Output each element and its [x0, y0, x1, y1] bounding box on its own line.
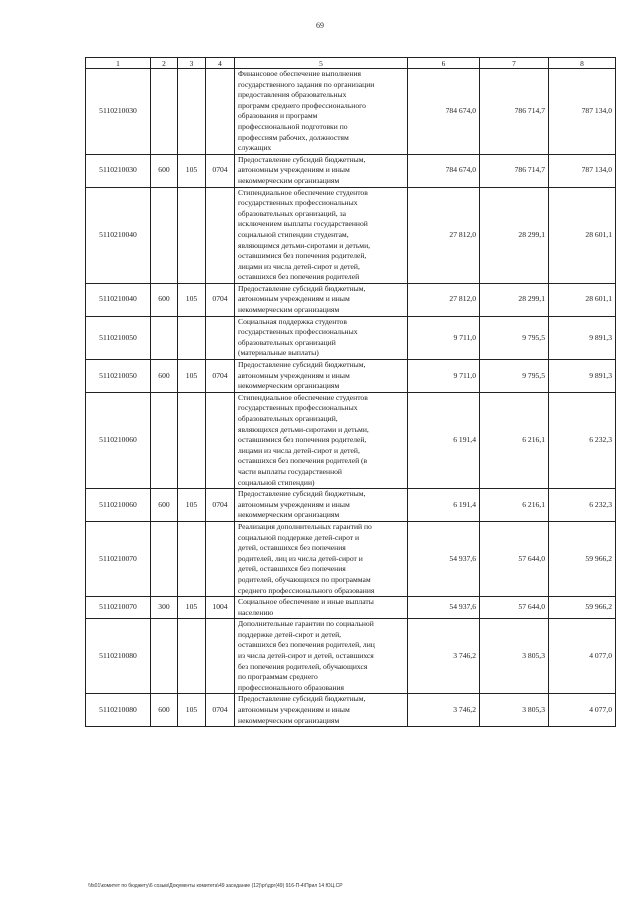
column-header: 6 [408, 58, 480, 69]
amount-year3-cell: 59 966,2 [549, 597, 616, 619]
description-cell [235, 694, 408, 727]
expense-type-cell [151, 316, 178, 359]
table-row [86, 316, 616, 359]
budget-code-cell: 5110210040 [86, 187, 151, 283]
footer-file-path: \\fs01\комитет по бюджету\6 созыв\Документы комитета\49 заседание (12)\рг\дрг(49) 916-П-4\Прил 14 ЮЦ.СР [88, 883, 343, 889]
amount-year3-cell: 4 077,0 [549, 619, 616, 694]
description-line: детей, оставшихся без попечения [238, 543, 346, 553]
description-line: некоммерческим организациям [238, 715, 340, 725]
description-line: профессиональной подготовки по [238, 121, 348, 131]
amount-year1-cell: 784 674,0 [408, 154, 480, 187]
description-line: автономным учреждениям и иным [238, 370, 350, 380]
description-line: оставшихся без попечения родителей, лиц [238, 640, 375, 650]
amount-year3-cell: 4 077,0 [549, 694, 616, 727]
table-row [86, 597, 616, 619]
amount-year2-cell: 9 795,5 [480, 360, 549, 393]
column-header: 3 [178, 58, 206, 69]
department-code-cell [178, 187, 206, 283]
table-row [86, 619, 616, 694]
description-line: образовательных организаций, за [238, 208, 346, 218]
amount-year1-cell: 27 812,0 [408, 283, 480, 316]
expense-type-cell: 600 [151, 360, 178, 393]
description-line: населению [238, 607, 274, 617]
expense-type-cell [151, 619, 178, 694]
section-code-cell: 0704 [206, 283, 235, 316]
description-line: некоммерческим организациям [238, 305, 340, 315]
description-line: государственных профессиональных [238, 327, 358, 337]
amount-year2-cell: 9 795,5 [480, 316, 549, 359]
section-code-cell [206, 316, 235, 359]
amount-year3-cell: 9 891,3 [549, 360, 616, 393]
description-line: оставшимися без попечения родителей, [238, 251, 367, 261]
amount-year3-cell: 6 232,3 [549, 392, 616, 488]
section-code-cell [206, 521, 235, 596]
amount-year1-cell: 6 191,4 [408, 392, 480, 488]
department-code-cell [178, 392, 206, 488]
budget-table [85, 57, 616, 727]
description-line: Предоставление субсидий бюджетным, [238, 283, 366, 293]
budget-code-cell: 5110210040 [86, 283, 151, 316]
department-code-cell [178, 316, 206, 359]
description-cell [235, 597, 408, 619]
description-line: социальной стипендии) [238, 477, 315, 487]
department-code-cell: 105 [178, 360, 206, 393]
description-line: некоммерческим организациям [238, 381, 340, 391]
amount-year2-cell: 6 216,1 [480, 489, 549, 522]
table-row [86, 489, 616, 522]
amount-year3-cell: 6 232,3 [549, 489, 616, 522]
department-code-cell: 105 [178, 154, 206, 187]
amount-year2-cell: 3 805,3 [480, 619, 549, 694]
budget-code-cell: 5110210030 [86, 69, 151, 155]
amount-year2-cell: 786 714,7 [480, 69, 549, 155]
budget-code-cell: 5110210050 [86, 360, 151, 393]
description-line: автономным учреждениям и иным [238, 294, 350, 304]
amount-year2-cell: 786 714,7 [480, 154, 549, 187]
column-header: 7 [480, 58, 549, 69]
amount-year3-cell: 787 134,0 [549, 154, 616, 187]
description-line: некоммерческим организациям [238, 175, 340, 185]
section-code-cell: 0704 [206, 154, 235, 187]
department-code-cell: 105 [178, 694, 206, 727]
amount-year2-cell: 28 299,1 [480, 187, 549, 283]
description-line: Стипендиальное обеспечение студентов [238, 187, 368, 197]
page-number: 69 [316, 21, 324, 30]
budget-code-cell: 5110210060 [86, 392, 151, 488]
table-row [86, 187, 616, 283]
description-line: Стипендиальное обеспечение студентов [238, 392, 368, 402]
description-line: Финансовое обеспечение выполнения [238, 69, 362, 78]
description-cell [235, 619, 408, 694]
description-line: Дополнительные гарантии по социальной [238, 619, 374, 629]
department-code-cell: 105 [178, 489, 206, 522]
description-line: оставшимися без попечения родителей, [238, 435, 367, 445]
department-code-cell: 105 [178, 597, 206, 619]
description-line: детей, оставшихся без попечения [238, 564, 346, 574]
description-cell [235, 489, 408, 522]
description-line: государственных профессиональных [238, 198, 358, 208]
description-line: социальной стипендии студентам, [238, 229, 349, 239]
department-code-cell [178, 69, 206, 155]
expense-type-cell [151, 187, 178, 283]
table-row [86, 360, 616, 393]
table-row [86, 69, 616, 155]
description-line: без попечения родителей, обучающихся [238, 661, 368, 671]
amount-year3-cell: 28 601,1 [549, 187, 616, 283]
description-line: среднего профессионального образования [238, 585, 375, 595]
description-line: автономным учреждениям и иным [238, 705, 350, 715]
description-line: образовательных организаций [238, 337, 336, 347]
department-code-cell [178, 619, 206, 694]
description-line: Предоставление субсидий бюджетным, [238, 694, 366, 704]
description-line: Предоставление субсидий бюджетным, [238, 360, 366, 370]
section-code-cell [206, 187, 235, 283]
description-line: из числа детей-сирот и детей, оставшихся [238, 651, 374, 661]
description-line: профессионального образования [238, 682, 345, 692]
expense-type-cell [151, 392, 178, 488]
budget-code-cell: 5110210050 [86, 316, 151, 359]
description-line: по программам среднего [238, 672, 318, 682]
budget-code-cell: 5110210070 [86, 597, 151, 619]
section-code-cell: 0704 [206, 360, 235, 393]
amount-year1-cell: 54 937,6 [408, 521, 480, 596]
amount-year2-cell: 6 216,1 [480, 392, 549, 488]
amount-year1-cell: 54 937,6 [408, 597, 480, 619]
amount-year2-cell: 28 299,1 [480, 283, 549, 316]
description-line: программ среднего профессионального [238, 100, 366, 110]
description-line: Реализация дополнительных гарантий по [238, 521, 372, 531]
description-line: предоставления образовательных [238, 90, 347, 100]
description-line: являющихся детьми-сиротами и детьми, [238, 424, 369, 434]
description-line: профессиям рабочих, должностям [238, 132, 349, 142]
budget-code-cell: 5110210030 [86, 154, 151, 187]
amount-year3-cell: 9 891,3 [549, 316, 616, 359]
department-code-cell [178, 521, 206, 596]
column-header: 4 [206, 58, 235, 69]
description-line: служащих [238, 143, 272, 153]
description-cell [235, 154, 408, 187]
section-code-cell: 0704 [206, 489, 235, 522]
budget-code-cell: 5110210080 [86, 694, 151, 727]
amount-year2-cell: 57 644,0 [480, 597, 549, 619]
section-code-cell [206, 392, 235, 488]
description-line: родителей, обучающихся по программам [238, 574, 371, 584]
amount-year1-cell: 27 812,0 [408, 187, 480, 283]
amount-year1-cell: 3 746,2 [408, 619, 480, 694]
description-line: автономным учреждениям и иным [238, 499, 350, 509]
description-cell [235, 283, 408, 316]
column-header: 2 [151, 58, 178, 69]
description-line: оставшихся без попечения родителей (в [238, 456, 368, 466]
description-line: Социальное обеспечение и иные выплаты [238, 597, 374, 607]
description-line: государственных профессиональных [238, 403, 358, 413]
description-line: образования и программ [238, 111, 318, 121]
description-line: автономным учреждениям и иным [238, 165, 350, 175]
description-line: части выплаты государственной [238, 466, 342, 476]
expense-type-cell: 600 [151, 154, 178, 187]
description-line: лицами из числа детей-сирот и детей, [238, 445, 360, 455]
budget-code-cell: 5110210060 [86, 489, 151, 522]
section-code-cell [206, 619, 235, 694]
column-header: 8 [549, 58, 616, 69]
section-code-cell [206, 69, 235, 155]
amount-year1-cell: 9 711,0 [408, 360, 480, 393]
expense-type-cell: 600 [151, 283, 178, 316]
amount-year2-cell: 57 644,0 [480, 521, 549, 596]
budget-code-cell: 5110210070 [86, 521, 151, 596]
description-cell [235, 392, 408, 488]
description-line: поддержке детей-сирот и детей, [238, 629, 342, 639]
table-row [86, 521, 616, 596]
description-line: оставшихся без попечения родителей [238, 272, 360, 282]
description-line: (материальные выплаты) [238, 348, 319, 358]
expense-type-cell: 600 [151, 694, 178, 727]
table-row [86, 154, 616, 187]
expense-type-cell: 600 [151, 489, 178, 522]
description-cell [235, 521, 408, 596]
amount-year1-cell: 9 711,0 [408, 316, 480, 359]
section-code-cell: 0704 [206, 694, 235, 727]
description-cell [235, 316, 408, 359]
description-line: социальной поддержке детей-сирот и [238, 532, 360, 542]
description-line: Социальная поддержка студентов [238, 316, 347, 326]
budget-code-cell: 5110210080 [86, 619, 151, 694]
expense-type-cell [151, 521, 178, 596]
expense-type-cell [151, 69, 178, 155]
description-cell [235, 187, 408, 283]
amount-year2-cell: 3 805,3 [480, 694, 549, 727]
amount-year3-cell: 28 601,1 [549, 283, 616, 316]
column-header: 5 [235, 58, 408, 69]
amount-year3-cell: 59 966,2 [549, 521, 616, 596]
table-row [86, 283, 616, 316]
description-line: исключением выплаты государственной [238, 219, 368, 229]
description-line: некоммерческим организациям [238, 510, 340, 520]
column-header: 1 [86, 58, 151, 69]
amount-year1-cell: 6 191,4 [408, 489, 480, 522]
amount-year3-cell: 787 134,0 [549, 69, 616, 155]
description-cell [235, 360, 408, 393]
section-code-cell: 1004 [206, 597, 235, 619]
description-line: государственного задания по организации [238, 79, 375, 89]
description-line: родителей, лиц из числа детей-сирот и [238, 553, 363, 563]
description-line: Предоставление субсидий бюджетным, [238, 489, 366, 499]
department-code-cell: 105 [178, 283, 206, 316]
amount-year1-cell: 3 746,2 [408, 694, 480, 727]
expense-type-cell: 300 [151, 597, 178, 619]
description-line: образовательных организаций, [238, 414, 338, 423]
description-line: Предоставление субсидий бюджетным, [238, 154, 366, 164]
table-row [86, 694, 616, 727]
description-line: являющимся детьми-сиротами и детьми, [238, 240, 371, 250]
header-row [86, 58, 616, 69]
table-row [86, 392, 616, 488]
amount-year1-cell: 784 674,0 [408, 69, 480, 155]
description-line: лицами из числа детей-сирот и детей, [238, 261, 360, 271]
description-cell [235, 69, 408, 155]
